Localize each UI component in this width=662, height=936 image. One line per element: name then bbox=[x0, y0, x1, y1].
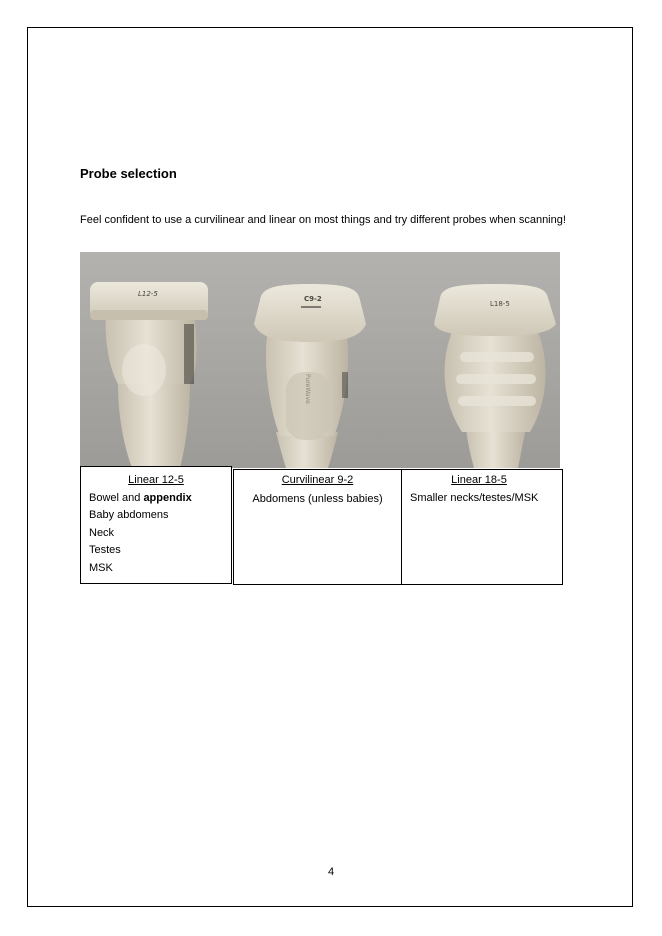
probe-use: Testes bbox=[89, 544, 121, 556]
probe-use: MSK bbox=[89, 561, 113, 574]
svg-text:PureWave: PureWave bbox=[304, 374, 311, 404]
probe-card-curvilinear-9-2 bbox=[233, 469, 402, 585]
probe-use: Neck bbox=[89, 526, 115, 539]
probe-use: Smaller necks/testes/MSK bbox=[410, 491, 539, 504]
probe-card-linear-18-5 bbox=[401, 469, 563, 585]
probe-use: Baby abdomens bbox=[89, 509, 169, 521]
probe-use: Abdomens (unless babies) bbox=[252, 492, 383, 505]
probe-use: Bowel and appendix bbox=[89, 491, 192, 504]
probe-label-c9-2: C9-2 bbox=[304, 295, 322, 303]
probe-title: Curvilinear 9-2 bbox=[281, 474, 354, 486]
probe-card-linear-12-5 bbox=[80, 466, 232, 584]
probe-label-l12-5: L12-5 bbox=[138, 290, 158, 298]
intro-paragraph: Feel confident to use a curvilinear and linear on most things and try different probes when scanning! bbox=[80, 214, 566, 226]
probe-title: Linear 12-5 bbox=[128, 474, 184, 486]
section-heading: Probe selection bbox=[80, 166, 177, 181]
probe-photo bbox=[80, 252, 560, 468]
probe-title: Linear 18-5 bbox=[451, 474, 507, 486]
page-number: 4 bbox=[327, 866, 335, 878]
probe-label-l18-5: L18-5 bbox=[490, 300, 510, 308]
